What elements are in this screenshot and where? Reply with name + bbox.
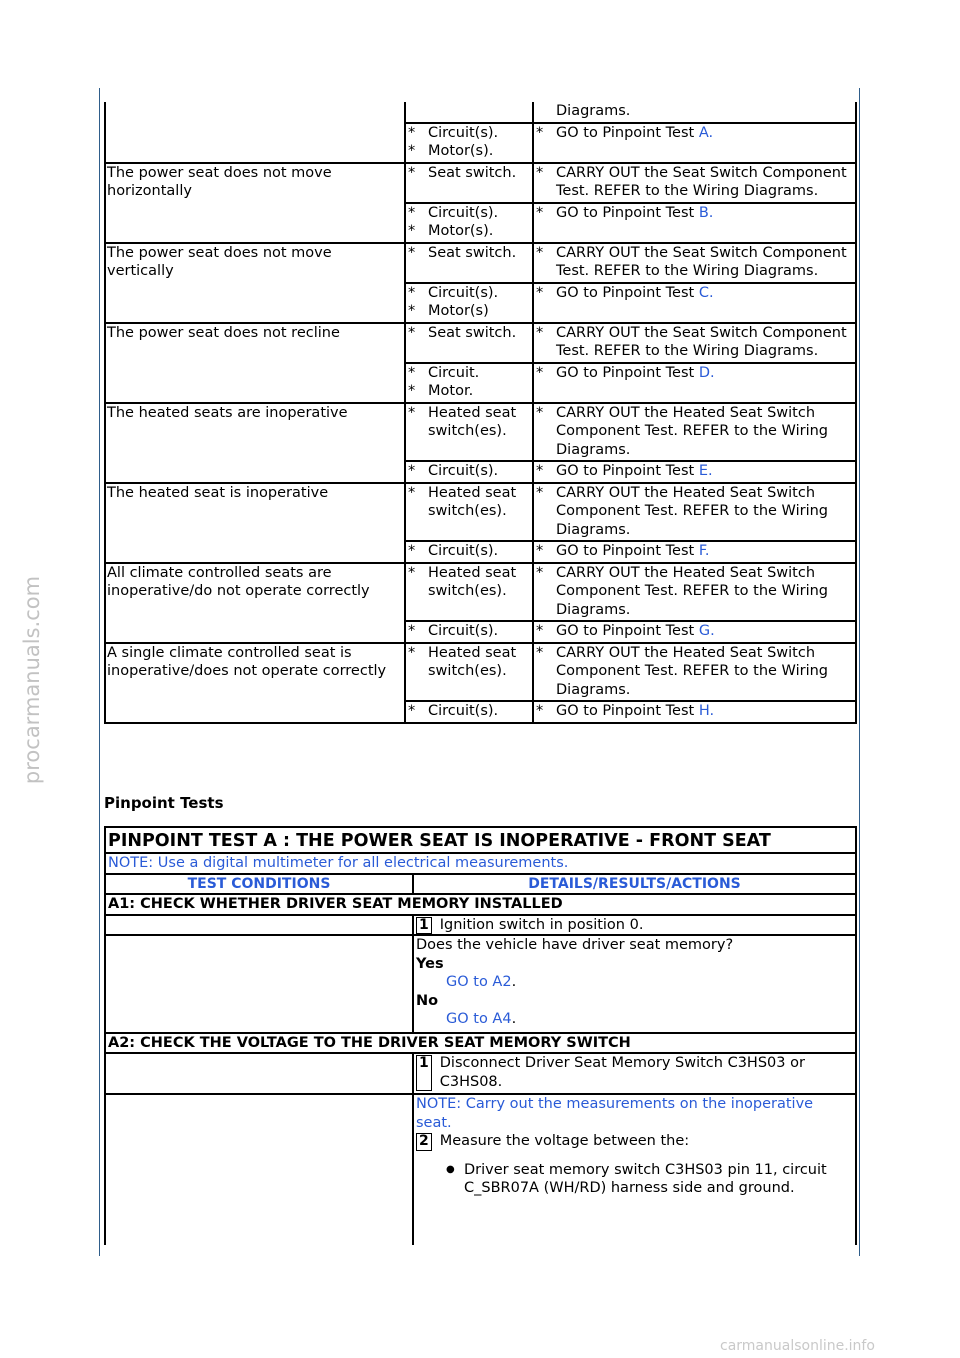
bullet-asterisk: *: [408, 404, 416, 421]
pinpoint-test-link[interactable]: D.: [698, 364, 715, 381]
cause-text: Seat switch.: [428, 324, 517, 341]
bullet-asterisk: *: [408, 484, 416, 501]
bullet-asterisk: *: [408, 164, 416, 181]
cause-cell: [405, 541, 533, 563]
bullet-asterisk: *: [536, 484, 544, 501]
symptom-row: [105, 483, 856, 542]
bullet-asterisk: *: [408, 364, 416, 381]
bullet-asterisk: *: [408, 564, 416, 581]
bullet-asterisk: *: [536, 623, 544, 639]
action-text: GO to Pinpoint Test: [556, 543, 699, 559]
bullet-asterisk: *: [408, 644, 416, 661]
action-cell: [533, 102, 856, 123]
bullet-asterisk: *: [408, 543, 416, 559]
bullet-asterisk: *: [536, 244, 544, 261]
go-to-a2-link[interactable]: GO to A2: [446, 974, 512, 990]
bullet-asterisk: *: [536, 164, 544, 181]
symptom-row: [105, 163, 856, 203]
symptom-row: [105, 403, 856, 462]
symptom-cell: [105, 102, 405, 163]
pinpoint-test-link[interactable]: G.: [698, 623, 715, 639]
pinpoint-test-link[interactable]: A.: [698, 124, 714, 141]
cause-cell: [405, 102, 533, 123]
action-text: CARRY OUT the Seat Switch Component Test. REFER to the Wiring Diagrams.: [556, 324, 847, 359]
symptom-cell: The power seat does not recline: [105, 323, 405, 403]
pinpoint-tests-heading: Pinpoint Tests: [104, 794, 224, 812]
cause-text: Circuit(s).: [428, 204, 499, 221]
footer-watermark: carmanualsonline.info: [720, 1338, 875, 1354]
a2-step1-text: Disconnect Driver Seat Memory Switch C3HS03 or C3HS08.: [439, 1055, 805, 1090]
bullet-asterisk: *: [536, 364, 544, 381]
a1-step1-cell: [413, 915, 856, 936]
a2-measure-cell: [413, 1094, 856, 1245]
cause-cell: [405, 643, 533, 702]
cause-text: Circuit(s).: [428, 463, 499, 479]
cause-cell: [405, 403, 533, 462]
cause-text: Circuit(s).: [428, 124, 499, 141]
symptom-chart-table: [104, 102, 857, 724]
step-number-badge: 2: [416, 1133, 432, 1151]
bullet-asterisk: *: [408, 623, 416, 639]
cause-text: Circuit(s).: [428, 284, 499, 301]
action-cell: [533, 563, 856, 622]
action-cell: [533, 323, 856, 363]
bullet-asterisk: *: [408, 223, 416, 239]
cause-cell: [405, 483, 533, 542]
pinpoint-title: PINPOINT TEST A : THE POWER SEAT IS INOPERATIVE - FRONT SEAT: [105, 827, 856, 853]
bullet-asterisk: *: [408, 204, 416, 221]
symptom-cell: All climate controlled seats are inoperative/do not operate correctly: [105, 563, 405, 643]
action-cell: [533, 243, 856, 283]
bullet-asterisk: *: [408, 303, 416, 319]
go-to-a4-link[interactable]: GO to A4: [446, 1011, 512, 1027]
action-cell: [533, 403, 856, 462]
cause-text: Circuit(s).: [428, 703, 499, 719]
cause-text: Heated seat switch(es).: [428, 644, 517, 679]
measurement-bullet: ● Driver seat memory switch C3HS03 pin 11, circuit C_SBR07A (WH/RD) harness side and ground.: [464, 1161, 853, 1198]
bullet-asterisk: *: [536, 324, 544, 341]
a2-measure-conditions-cell: [105, 1094, 413, 1245]
bullet-asterisk: *: [536, 124, 544, 141]
bullet-asterisk: *: [408, 703, 416, 719]
left-frame-line: [99, 88, 100, 1256]
action-text: CARRY OUT the Heated Seat Switch Component Test. REFER to the Wiring Diagrams.: [556, 484, 828, 538]
bullet-asterisk: *: [536, 543, 544, 559]
bullet-asterisk: *: [536, 284, 544, 301]
cause-cell: [405, 203, 533, 243]
pinpoint-test-link[interactable]: F.: [698, 543, 710, 559]
symptom-row: [105, 102, 856, 123]
a2-note: NOTE: Carry out the measurements on the inoperative seat.: [416, 1096, 814, 1131]
bullet-asterisk: *: [408, 284, 416, 301]
symptom-row: [105, 563, 856, 622]
action-text: CARRY OUT the Heated Seat Switch Component Test. REFER to the Wiring Diagrams.: [556, 644, 828, 698]
bullet-asterisk: *: [408, 383, 416, 399]
a1-result-conditions-cell: [105, 935, 413, 1033]
action-cell: [533, 483, 856, 542]
cause-text: Seat switch.: [428, 244, 517, 261]
cause-text: Motor(s): [428, 303, 489, 319]
bullet-asterisk: *: [408, 124, 416, 141]
action-text: CARRY OUT the Seat Switch Component Test. REFER to the Wiring Diagrams.: [556, 244, 847, 279]
cause-cell: [405, 701, 533, 723]
step-number-badge: 1: [416, 917, 432, 935]
action-cell: [533, 163, 856, 203]
cause-text: Heated seat switch(es).: [428, 404, 517, 439]
pinpoint-note: NOTE: Use a digital multimeter for all electrical measurements.: [105, 853, 856, 874]
symptom-row: [105, 323, 856, 363]
a1-result-cell: Does the vehicle have driver seat memory? Yes GO to A2. No GO to A4.: [413, 935, 856, 1033]
symptom-cell: The power seat does not move horizontally: [105, 163, 405, 243]
action-text: GO to Pinpoint Test: [556, 623, 699, 639]
right-frame-line: [859, 88, 860, 1256]
action-cell: [533, 203, 856, 243]
step-a2-title: A2: CHECK THE VOLTAGE TO THE DRIVER SEAT MEMORY SWITCH: [105, 1033, 856, 1054]
bullet-asterisk: *: [408, 463, 416, 479]
cause-text: Motor(s).: [428, 223, 494, 239]
bullet-asterisk: [536, 102, 556, 121]
action-cell: [533, 461, 856, 483]
cause-text: Circuit(s).: [428, 623, 499, 639]
a2-step1-cell: [413, 1053, 856, 1094]
bullet-asterisk: *: [536, 204, 544, 221]
pinpoint-test-link[interactable]: B.: [698, 204, 714, 221]
action-cell: [533, 541, 856, 563]
cause-cell: [405, 621, 533, 643]
cause-cell: [405, 323, 533, 363]
bullet-asterisk: *: [408, 244, 416, 261]
cause-text: Heated seat switch(es).: [428, 564, 517, 599]
action-text: GO to Pinpoint Test: [556, 463, 699, 479]
cause-cell: [405, 283, 533, 323]
action-text: GO to Pinpoint Test: [556, 703, 699, 719]
cause-cell: [405, 123, 533, 163]
cause-cell: [405, 461, 533, 483]
step-a1-title: A1: CHECK WHETHER DRIVER SEAT MEMORY INSTALLED: [105, 894, 856, 915]
cause-cell: [405, 243, 533, 283]
action-text: GO to Pinpoint Test: [556, 124, 699, 141]
a1-question: Does the vehicle have driver seat memory?: [416, 937, 734, 953]
cause-text: Motor.: [428, 383, 474, 399]
action-text: CARRY OUT the Heated Seat Switch Component Test. REFER to the Wiring Diagrams.: [556, 404, 828, 458]
symptom-row: [105, 643, 856, 702]
action-cell: [533, 363, 856, 403]
a2-step2-text: Measure the voltage between the:: [439, 1133, 690, 1149]
bullet-asterisk: *: [536, 703, 544, 719]
pinpoint-test-link[interactable]: E.: [698, 463, 713, 479]
measurement-list: [416, 1161, 853, 1198]
symptom-cell: The heated seat is inoperative: [105, 483, 405, 563]
pinpoint-test-link[interactable]: C.: [698, 284, 714, 301]
cause-text: Circuit.: [428, 364, 480, 381]
a1-step1-text: Ignition switch in position 0.: [439, 916, 644, 933]
action-cell: [533, 621, 856, 643]
cause-cell: [405, 363, 533, 403]
a1-conditions-cell: [105, 915, 413, 936]
symptom-cell: A single climate controlled seat is inoperative/does not operate correctly: [105, 643, 405, 723]
no-label: No: [416, 992, 439, 1009]
action-cell: [533, 701, 856, 723]
cause-text: Motor(s).: [428, 143, 494, 159]
bullet-asterisk: *: [536, 564, 544, 581]
symptom-cell: The power seat does not move vertically: [105, 243, 405, 323]
side-watermark: procarmanuals.com: [20, 575, 44, 785]
a2-conditions-cell: [105, 1053, 413, 1094]
bullet-asterisk: *: [408, 324, 416, 341]
action-text: GO to Pinpoint Test: [556, 204, 699, 221]
cause-text: Circuit(s).: [428, 543, 499, 559]
cause-cell: [405, 163, 533, 203]
action-cell: [533, 643, 856, 702]
step-number-badge: 1: [416, 1055, 432, 1091]
cause-text: Seat switch.: [428, 164, 517, 181]
action-cell: [533, 283, 856, 323]
bullet-asterisk: *: [536, 463, 544, 479]
action-text: GO to Pinpoint Test: [556, 364, 699, 381]
symptom-cell: The heated seats are inoperative: [105, 403, 405, 483]
bullet-asterisk: *: [536, 644, 544, 661]
action-text: CARRY OUT the Seat Switch Component Test. REFER to the Wiring Diagrams.: [556, 164, 847, 199]
bullet-asterisk: *: [408, 143, 416, 159]
yes-label: Yes: [416, 955, 444, 972]
pinpoint-test-link[interactable]: H.: [698, 703, 715, 719]
action-text: Diagrams.: [556, 103, 631, 119]
cause-cell: [405, 563, 533, 622]
symptom-row: [105, 243, 856, 283]
action-text: GO to Pinpoint Test: [556, 284, 699, 301]
action-text: CARRY OUT the Heated Seat Switch Component Test. REFER to the Wiring Diagrams.: [556, 564, 828, 618]
col-header-details: DETAILS/RESULTS/ACTIONS: [413, 874, 856, 895]
col-header-test-conditions: TEST CONDITIONS: [105, 874, 413, 895]
cause-text: Heated seat switch(es).: [428, 484, 517, 519]
bullet-asterisk: *: [536, 404, 544, 421]
action-cell: [533, 123, 856, 163]
pinpoint-test-a-table: [104, 826, 857, 1245]
